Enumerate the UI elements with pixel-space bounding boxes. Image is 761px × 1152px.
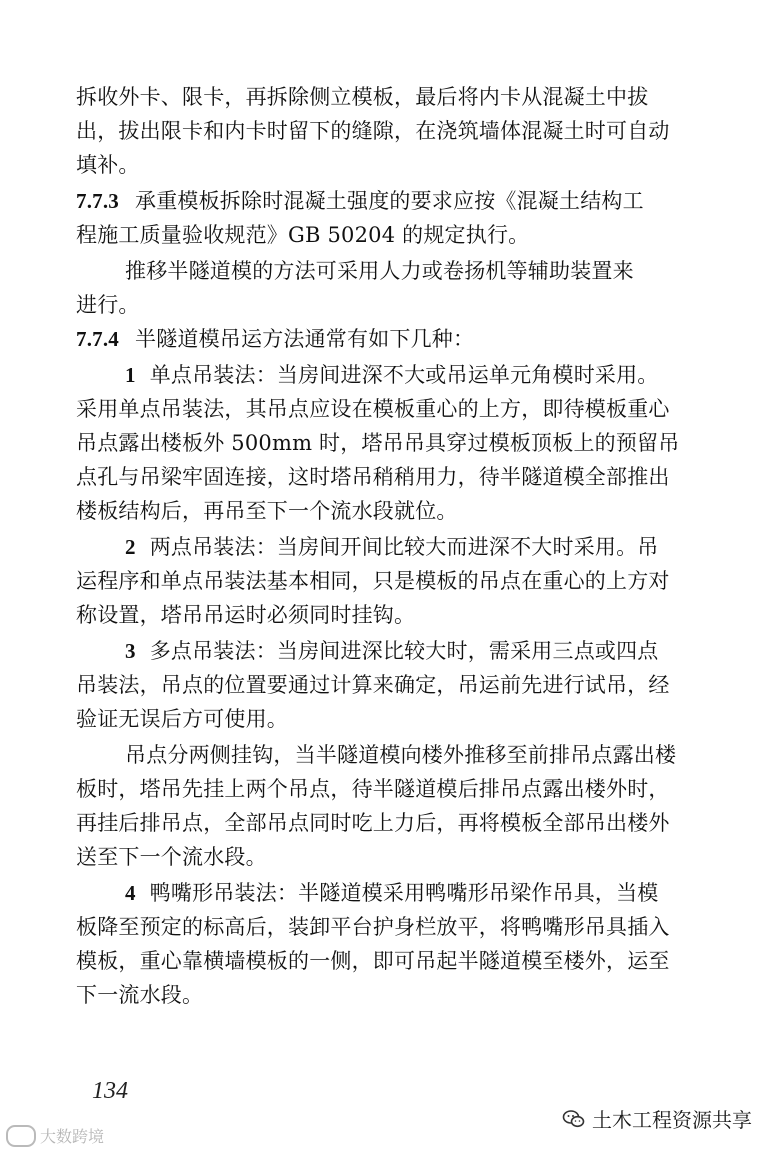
text-line: 采用单点吊装法，其吊点应设在模板重心的上方，即待模板重心 <box>76 397 670 421</box>
text-line: 楼板结构后，再吊至下一个流水段就位。 <box>76 499 458 523</box>
text-line: 吊点分两侧挂钩，当半隧道模向楼外推移至前排吊点露出楼 <box>125 743 677 767</box>
section-7-7-4 <box>76 322 696 356</box>
page-number: 134 <box>92 1078 128 1104</box>
item-number: 4 <box>125 881 136 905</box>
item-number: 2 <box>125 535 136 559</box>
watermark-right[interactable] <box>556 1102 758 1135</box>
section-number: 7.7.3 <box>76 189 119 213</box>
text-line: 模板，重心靠横墙模板的一侧，即可吊起半隧道模至楼外，运至 <box>76 949 670 973</box>
text-line: 点孔与吊梁牢固连接，这时塔吊稍稍用力，待半隧道模全部推出 <box>76 465 670 489</box>
text-line: 拆收外卡、限卡，再拆除侧立模板，最后将内卡从混凝土中拔 <box>76 85 649 109</box>
text-line: 半隧道模吊运方法通常有如下几种： <box>135 327 475 351</box>
text-line: 承重模板拆除时混凝土强度的要求应按《混凝土结构工 <box>135 189 644 213</box>
watermark-left <box>6 1124 104 1147</box>
text-line: 鸭嘴形吊装法：半隧道模采用鸭嘴形吊梁作吊具，当模 <box>149 881 659 905</box>
text-line: 运程序和单点吊装法基本相同，只是模板的吊点在重心的上方对 <box>76 569 670 593</box>
text-line: 板时，塔吊先挂上两个吊点，待半隧道模后排吊点露出楼外时， <box>76 777 670 801</box>
text-line: 程施工质量验收规范》GB 50204 的规定执行。 <box>76 223 530 247</box>
watermark-text: 大数跨境 <box>40 1129 105 1146</box>
text-line: 两点吊装法：当房间开间比较大而进深不大时采用。吊 <box>149 535 659 559</box>
text-line: 吊装法，吊点的位置要通过计算来确定，吊运前先进行试吊，经 <box>76 673 670 697</box>
text-line: 出，拔出限卡和内卡时留下的缝隙，在浇筑墙体混凝土时可自动 <box>76 119 670 143</box>
text-line: 单点吊装法：当房间进深不大或吊运单元角模时采用。 <box>149 363 659 387</box>
text-line: 验证无误后方可使用。 <box>76 707 288 731</box>
text-line: 进行。 <box>76 293 140 317</box>
section-number: 7.7.4 <box>76 327 119 351</box>
text-line: 吊点露出楼板外 500mm 时，塔吊吊具穿过模板顶板上的预留吊 <box>76 431 680 455</box>
text-line: 填补。 <box>76 153 140 177</box>
wechat-icon <box>562 1107 586 1131</box>
section-7-7-3 <box>76 184 696 218</box>
text-line: 下一流水段。 <box>76 983 204 1007</box>
brand-logo-icon <box>6 1125 36 1147</box>
text-line: 推移半隧道模的方法可采用人力或卷扬机等辅助装置来 <box>125 259 634 283</box>
watermark-text: 土木工程资源共享 <box>592 1110 752 1132</box>
list-item-2 <box>125 530 696 564</box>
list-item-1 <box>125 358 696 392</box>
list-item-3 <box>125 634 696 668</box>
text-line: 称设置，塔吊吊运时必须同时挂钩。 <box>76 603 416 627</box>
item-number: 3 <box>125 639 136 663</box>
item-number: 1 <box>125 363 136 387</box>
list-item-4 <box>125 876 696 910</box>
text-line: 多点吊装法：当房间进深比较大时，需采用三点或四点 <box>149 639 659 663</box>
text-line: 板降至预定的标高后，装卸平台护身栏放平，将鸭嘴形吊具插入 <box>76 915 670 939</box>
text-line: 再挂后排吊点，全部吊点同时吃上力后，再将模板全部吊出楼外 <box>76 811 670 835</box>
text-line: 送至下一个流水段。 <box>76 845 267 869</box>
